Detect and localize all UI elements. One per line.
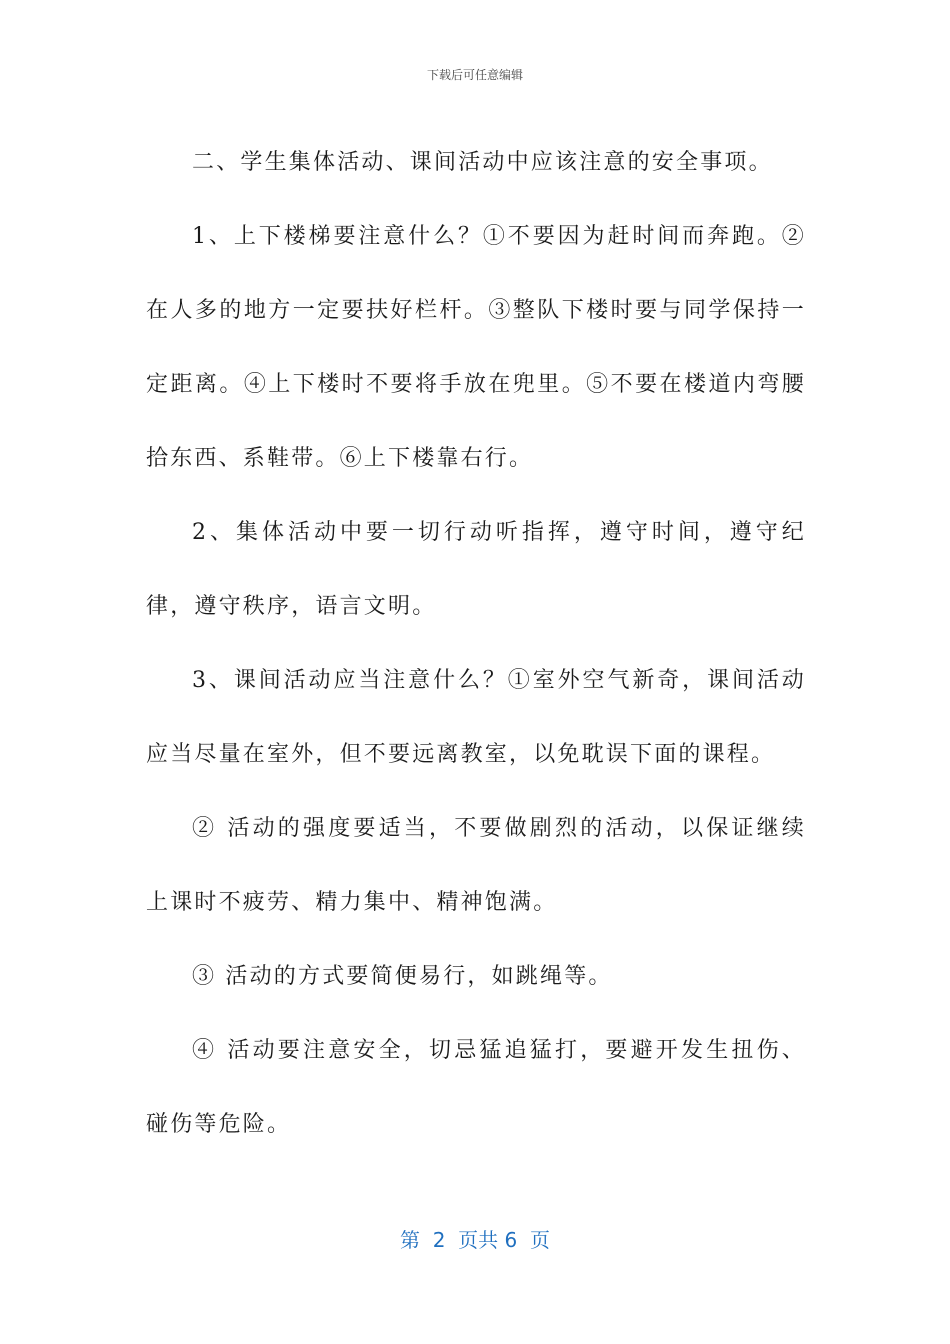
paragraph-stairs-safety: 1、上下楼梯要注意什么？①不要因为赶时间而奔跑。②在人多的地方一定要扶好栏杆。③整队下楼时要与同学保持一定距离。④上下楼时不要将手放在兜里。⑤不要在楼道内弯腰拾东西、系鞋带。⑥上下楼靠右行。 [146, 224, 806, 471]
page-number: 第 2 页共 6 页 [400, 1228, 550, 1252]
paragraph-activity-safety: ④ 活动要注意安全，切忌猛追猛打，要避开发生扭伤、碰伤等危险。 [146, 1038, 806, 1137]
section-heading: 二、学生集体活动、课间活动中应该注意的安全事项。 [192, 150, 773, 175]
document-body [146, 126, 806, 1162]
paragraph-activity-intensity: ② 活动的强度要适当，不要做剧烈的活动，以保证继续上课时不疲劳、精力集中、精神饱满。 [146, 816, 806, 915]
header-note: 下载后可任意编辑 [426, 68, 523, 82]
paragraph-activity-method: ③ 活动的方式要简便易行，如跳绳等。 [192, 964, 613, 989]
paragraph-group-activities: 2、集体活动中要一切行动听指挥，遵守时间，遵守纪律，遵守秩序，语言文明。 [146, 520, 806, 619]
paragraph-recess-activities: 3、课间活动应当注意什么？①室外空气新奇，课间活动应当尽量在室外，但不要远离教室，以免耽误下面的课程。 [146, 668, 806, 767]
